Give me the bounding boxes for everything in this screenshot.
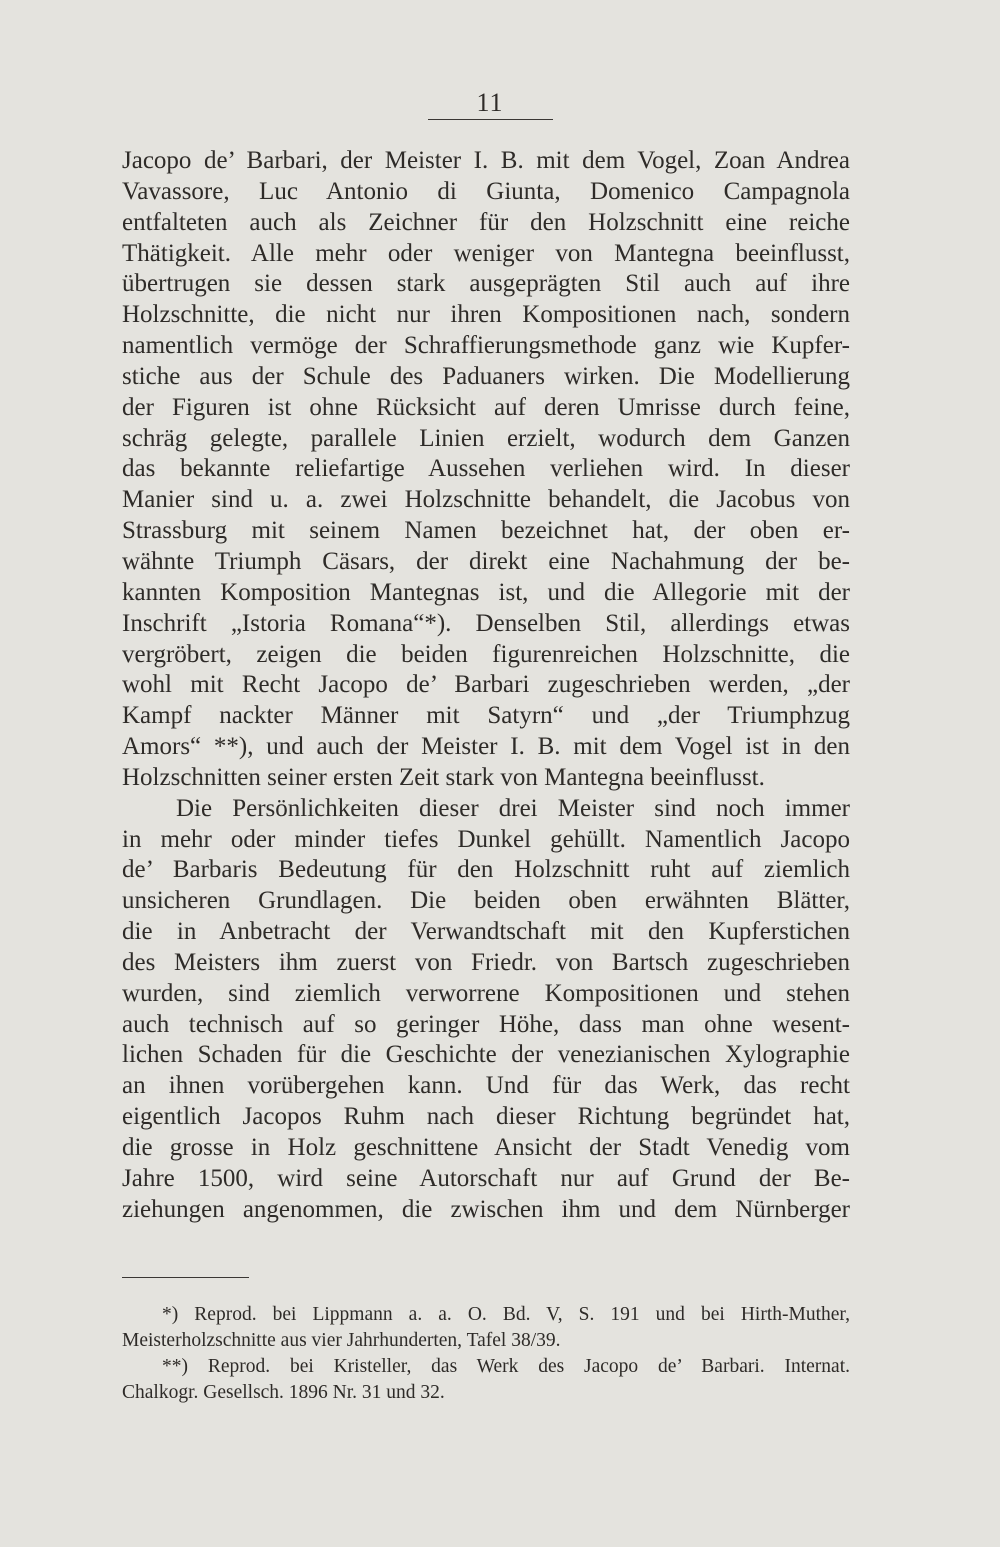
text-line: Kampf nackter Männer mit Satyrn“ und „der Triumphzug: [122, 702, 850, 730]
text-line: kannten Komposition Mantegnas ist, und die Allegorie mit der: [122, 578, 850, 606]
footnote-line: Chalkogr. Gesellsch. 1896 Nr. 31 und 32.: [122, 1382, 445, 1403]
header-rule: [428, 119, 553, 120]
text-line: Die Persönlichkeiten dieser drei Meister sind noch immer: [176, 794, 850, 822]
footnote-line: Meisterholzschnitte aus vier Jahrhunderten, Tafel 38/39.: [122, 1330, 561, 1351]
text-line: ziehungen angenommen, die zwischen ihm und dem Nürnberger: [122, 1195, 850, 1223]
text-line: de’ Barbaris Bedeutung für den Holzschnitt ruht auf ziemlich: [122, 856, 850, 884]
text-line: in mehr oder minder tiefes Dunkel gehüllt. Namentlich Jacopo: [122, 825, 850, 853]
text-line: schräg gelegte, parallele Linien erzielt, wodurch dem Ganzen: [122, 424, 850, 452]
text-line: Manier sind u. a. zwei Holzschnitte behandelt, die Jacobus von: [122, 486, 850, 514]
text-line: der Figuren ist ohne Rücksicht auf deren Umrisse durch feine,: [122, 393, 850, 421]
text-line: wohl mit Recht Jacopo de’ Barbari zugeschrieben werden, „der: [122, 671, 850, 699]
text-line: auch technisch auf so geringer Höhe, dass man ohne wesent-: [122, 1010, 850, 1038]
text-line: Inschrift „Istoria Romana“*). Denselben Stil, allerdings etwas: [122, 609, 850, 637]
body-text: [122, 146, 850, 1226]
text-line: Thätigkeit. Alle mehr oder weniger von Mantegna beeinflusst,: [122, 239, 850, 267]
text-line: Holzschnitte, die nicht nur ihren Kompositionen nach, sondern: [122, 301, 850, 329]
text-line: eigentlich Jacopos Ruhm nach dieser Richtung begründet hat,: [122, 1103, 850, 1131]
text-line: stiche aus der Schule des Paduaners wirken. Die Modellierung: [122, 362, 850, 390]
text-line: unsicheren Grundlagen. Die beiden oben erwähnten Blätter,: [122, 887, 850, 915]
text-line: Jacopo de’ Barbari, der Meister I. B. mit dem Vogel, Zoan Andrea: [122, 147, 850, 174]
text-line: das bekannte reliefartige Aussehen verliehen wird. In dieser: [122, 455, 850, 483]
text-line: Jahre 1500, wird seine Autorschaft nur auf Grund der Be-: [122, 1164, 850, 1192]
text-line: lichen Schaden für die Geschichte der venezianischen Xylographie: [122, 1041, 850, 1069]
footnote-line: **) Reprod. bei Kristeller, das Werk des Jacopo de’ Barbari. Internat.: [162, 1356, 850, 1377]
text-line: Vavassore, Luc Antonio di Giunta, Domenico Campagnola: [122, 177, 850, 205]
text-line: wurden, sind ziemlich verworrene Kompositionen und stehen: [122, 979, 850, 1007]
text-line: Holzschnitten seiner ersten Zeit stark von Mantegna beeinflusst.: [122, 763, 765, 791]
footnote-line: *) Reprod. bei Lippmann a. a. O. Bd. V, S. 191 und bei Hirth-Muther,: [162, 1304, 850, 1325]
text-line: Strassburg mit seinem Namen bezeichnet hat, der oben er-: [122, 517, 850, 545]
text-line: vergröbert, zeigen die beiden figurenreichen Holzschnitte, die: [122, 640, 850, 668]
text-line: des Meisters ihm zuerst von Friedr. von Bartsch zugeschrieben: [122, 948, 850, 976]
footnote-rule: [122, 1277, 249, 1278]
text-line: Amors“ **), und auch der Meister I. B. mit dem Vogel ist in den: [122, 733, 850, 761]
text-line: entfalteten auch als Zeichner für den Holzschnitt eine reiche: [122, 208, 850, 236]
text-line: wähnte Triumph Cäsars, der direkt eine Nachahmung der be-: [122, 547, 850, 575]
text-line: übertrugen sie dessen stark ausgeprägten Stil auch auf ihre: [122, 270, 850, 298]
text-line: die grosse in Holz geschnittene Ansicht der Stadt Venedig vom: [122, 1134, 850, 1161]
page-number: 11: [476, 88, 504, 117]
text-line: namentlich vermöge der Schraffierungsmethode ganz wie Kupfer-: [122, 332, 850, 360]
text-line: die in Anbetracht der Verwandtschaft mit den Kupferstichen: [122, 918, 850, 946]
text-line: an ihnen vorübergehen kann. Und für das Werk, das recht: [122, 1072, 850, 1100]
footnotes: [122, 1302, 850, 1406]
